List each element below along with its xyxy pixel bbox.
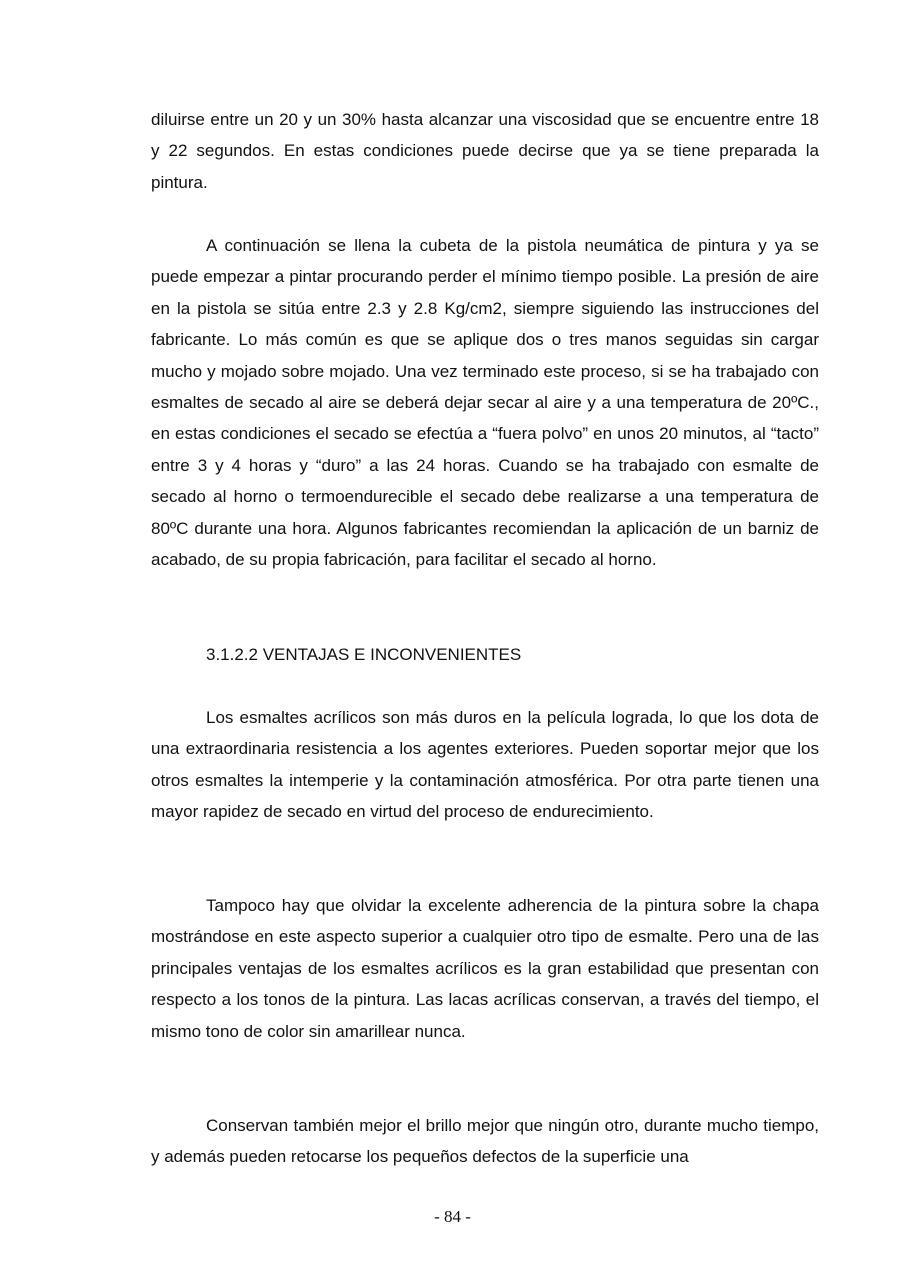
- page-number: - 84 -: [434, 1207, 471, 1226]
- paragraph-application: A continuación se llena la cubeta de la pistola neumática de pintura y ya se puede empezar a pintar procurando perder el mínimo tiempo posible. La presión de aire en la pistola se sitúa entre 2.3 y 2.8 Kg/cm2, siempre siguiendo las instrucciones del fabricante. Lo más común es que se aplique dos o tres manos seguidas sin cargar mucho y mojado sobre mojado. Una vez terminado este proceso, si se ha trabajado con esmaltes de secado al aire se deberá dejar secar al aire y a una temperatura de 20ºC., en estas condiciones el secado se efectúa a “fuera polvo” en unos 20 minutos, al “tacto” entre 3 y 4 horas y “duro” a las 24 horas. Cuando se ha trabajado con esmalte de secado al horno o termoendurecible el secado debe realizarse a una temperatura de 80ºC durante una hora. Algunos fabricantes recomiendan la aplicación de un barniz de acabado, de su propia fabricación, para facilitar el secado al horno.: [151, 236, 819, 570]
- paragraph-dilution: diluirse entre un 20 y un 30% hasta alcanzar una viscosidad que se encuentre entre 18 y 22 segundos. En estas condiciones puede decirse que ya se tiene preparada la pintura.: [151, 110, 819, 192]
- section-heading: 3.1.2.2 VENTAJAS E INCONVENIENTES: [206, 645, 522, 664]
- paragraph-adherence: Tampoco hay que olvidar la excelente adherencia de la pintura sobre la chapa mostrándose en este aspecto superior a cualquier otro tipo de esmalte. Pero una de las principales ventajas de los esmaltes acrílicos es la gran estabilidad que presentan con respecto a los tonos de la pintura. Las lacas acrílicas conservan, a través del tiempo, el mismo tono de color sin amarillear nunca.: [151, 896, 819, 1041]
- paragraph-hardness: Los esmaltes acrílicos son más duros en la película lograda, lo que los dota de una extraordinaria resistencia a los agentes exteriores. Pueden soportar mejor que los otros esmaltes la intemperie y la contaminación atmosférica. Por otra parte tienen una mayor rapidez de secado en virtud del proceso de endurecimiento.: [151, 708, 819, 822]
- paragraph-gloss: Conservan también mejor el brillo mejor que ningún otro, durante mucho tiempo, y además pueden retocarse los pequeños defectos de la superficie una: [151, 1116, 819, 1167]
